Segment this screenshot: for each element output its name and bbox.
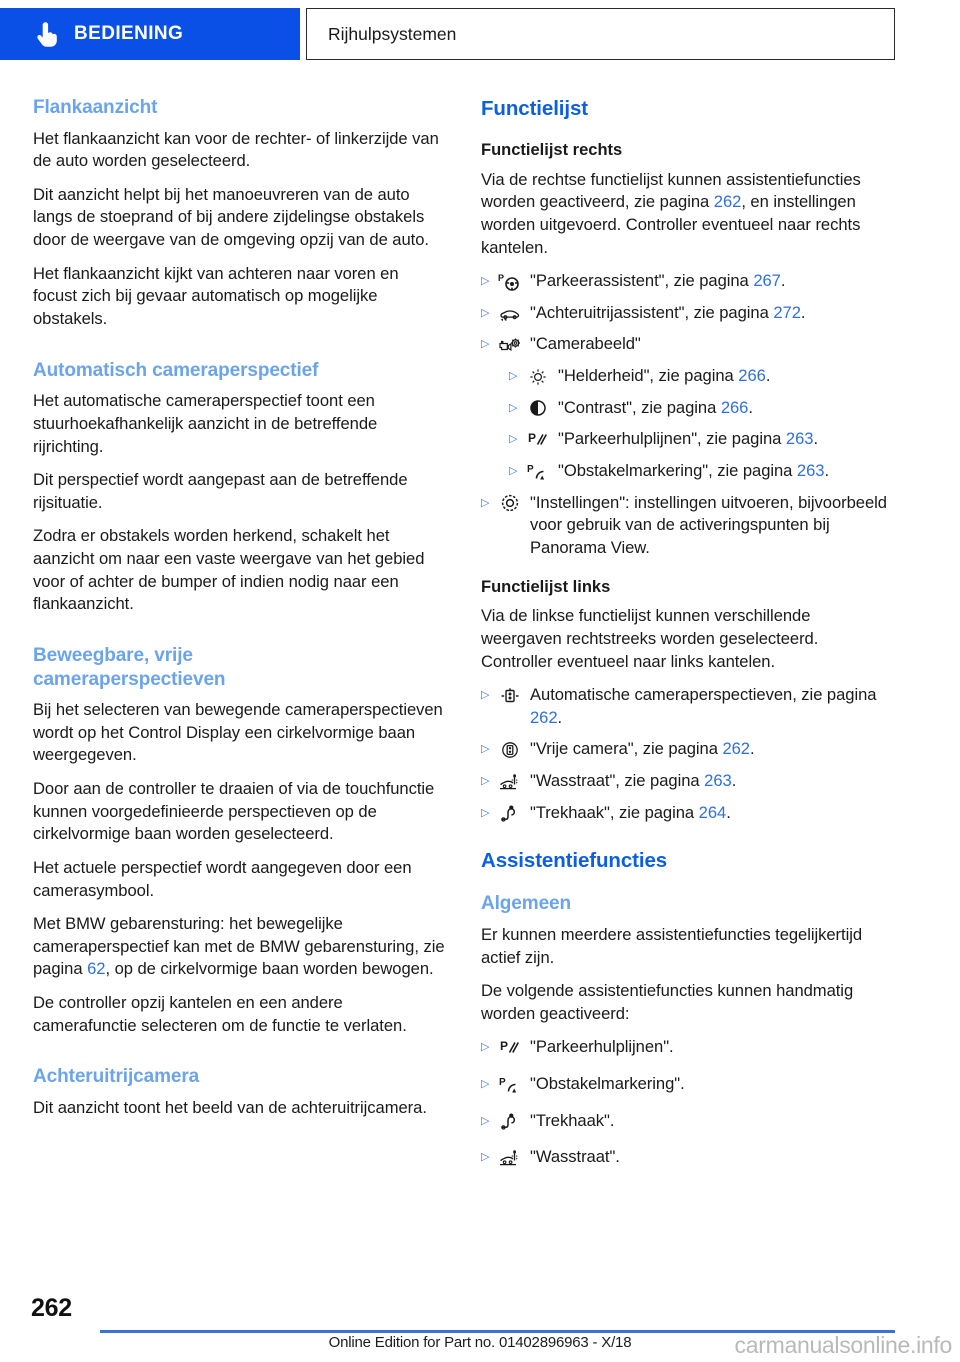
item-label: "Parkeerhulplijnen", zie pagina bbox=[558, 429, 786, 449]
paragraph: Het automatische cameraperspectief toont een stuurhoekafhankelijk aanzicht in de betreffende rijrichting. bbox=[33, 391, 378, 456]
heading-flankaanzicht: Flankaanzicht bbox=[33, 97, 158, 118]
watermark-text: carmanualsonline.info bbox=[734, 1332, 952, 1358]
list-item-text bbox=[558, 365, 893, 388]
paragraph: De volgende assistentiefuncties kunnen handmatig worden geactiveerd: bbox=[481, 981, 854, 1023]
paragraph: Dit perspectief wordt aangepast aan de betreffende rijsituatie. bbox=[33, 470, 408, 512]
item-label: "Achteruitrijassistent", zie pagina bbox=[530, 302, 774, 322]
list-item[interactable] bbox=[481, 270, 893, 293]
svg-text:P: P bbox=[500, 1038, 508, 1053]
list-item-text bbox=[530, 302, 893, 325]
section-spacer bbox=[33, 342, 445, 359]
item-suffix: . bbox=[726, 802, 731, 822]
item-label: "Contrast", zie pagina bbox=[558, 397, 721, 417]
list-item-text: "Trekhaak". bbox=[530, 1110, 615, 1130]
footer-edition-note: Online Edition for Part no. 01402896963 - X/18 bbox=[328, 1334, 632, 1351]
page-reference[interactable]: 267 bbox=[753, 271, 781, 291]
page-reference[interactable]: 263 bbox=[796, 461, 825, 481]
list-item-text bbox=[530, 270, 893, 293]
triangle-bullet-icon: ▷ bbox=[481, 496, 490, 509]
paragraph: Er kunnen meerdere assistentiefuncties tegelijkertijd actief zijn. bbox=[481, 924, 863, 967]
car-wash-icon bbox=[495, 771, 525, 792]
page-footer bbox=[0, 1272, 960, 1362]
list-item[interactable] bbox=[481, 1036, 893, 1059]
instellingen-list bbox=[481, 492, 893, 560]
item-label: "Parkeerassistent", zie pagina bbox=[530, 271, 754, 291]
settings-gear-icon bbox=[495, 493, 525, 514]
assistentiefuncties-list bbox=[481, 1036, 893, 1169]
paragraph-text: , op de cirkelvormige baan worden bewogen. bbox=[105, 959, 434, 979]
camerabeeld-sublist bbox=[509, 365, 893, 483]
paragraph: Bij het selecteren van bewegende cameraperspectieven wordt op het Control Display een cirkelvormige baan weergegeven. bbox=[33, 700, 443, 765]
spacer bbox=[481, 882, 893, 892]
car-wash-icon bbox=[495, 1147, 525, 1168]
svg-text:P: P bbox=[499, 1076, 506, 1088]
list-item-text bbox=[558, 460, 893, 483]
triangle-bullet-icon: ▷ bbox=[509, 465, 518, 478]
list-item[interactable] bbox=[509, 428, 893, 451]
section-spacer bbox=[33, 627, 445, 644]
list-item-text bbox=[530, 770, 893, 793]
section-title: Rijhulpsystemen bbox=[328, 23, 457, 44]
tow-hitch-icon bbox=[495, 803, 525, 824]
paragraph: Door aan de controller te draaien of via de touchfunctie kunnen voorgedefinieerde perspectieven op de cirkelvormige baan worden geselecteerd. bbox=[33, 779, 435, 844]
brightness-icon bbox=[523, 366, 553, 387]
obstacle-marking-icon bbox=[523, 461, 553, 482]
item-suffix: . bbox=[749, 739, 755, 759]
paragraph: Het flankaanzicht kijkt van achteren naar voren en focust zich bij gevaar automatisch op mogelijke obstakels. bbox=[33, 263, 399, 329]
page-reference[interactable]: 262 bbox=[722, 739, 750, 759]
heading-functielijst: Functielijst bbox=[481, 97, 589, 120]
camera-image-icon bbox=[495, 334, 525, 355]
list-item[interactable] bbox=[509, 460, 893, 483]
item-label: "Helderheid", zie pagina bbox=[558, 366, 739, 386]
heading-assistentiefuncties: Assistentiefuncties bbox=[481, 849, 668, 873]
triangle-bullet-icon: ▷ bbox=[481, 1041, 490, 1054]
park-assistant-icon bbox=[495, 271, 525, 292]
free-camera-icon bbox=[495, 739, 525, 760]
triangle-bullet-icon: ▷ bbox=[481, 338, 490, 351]
paragraph-with-reference bbox=[33, 913, 445, 981]
functielijst-links-list bbox=[481, 684, 893, 824]
paragraph: Dit aanzicht helpt bij het manoeuvreren van de auto langs de stoeprand of bij andere zijdelingse obstakels door de weergave van de omgeving opzij van de auto. bbox=[33, 184, 429, 250]
triangle-bullet-icon: ▷ bbox=[509, 401, 518, 414]
list-item[interactable] bbox=[481, 302, 893, 325]
page-reference[interactable]: 263 bbox=[785, 429, 814, 449]
list-item[interactable] bbox=[509, 397, 893, 420]
item-label: "Camerabeeld" bbox=[530, 334, 641, 354]
list-item[interactable] bbox=[481, 333, 893, 356]
item-suffix: . bbox=[765, 366, 771, 386]
item-label: "Obstakelmarkering", zie pagina bbox=[558, 461, 797, 481]
functielijst-rechts-list bbox=[481, 270, 893, 356]
paragraph-text: , en instellingen worden uitgevoerd. Controller eventueel naar rechts kantelen. bbox=[481, 192, 861, 257]
triangle-bullet-icon: ▷ bbox=[509, 433, 518, 446]
section-spacer bbox=[481, 560, 893, 577]
tow-hitch-icon bbox=[495, 1111, 525, 1132]
obstacle-marking-icon bbox=[495, 1074, 525, 1095]
right-column bbox=[481, 96, 893, 1169]
page-reference[interactable]: 266 bbox=[720, 397, 749, 417]
section-spacer bbox=[33, 1048, 445, 1065]
hand-pointing-icon bbox=[33, 20, 59, 48]
heading-line-2: cameraperspectieven bbox=[33, 668, 226, 690]
heading-line-1: Beweegbare, vrije bbox=[33, 644, 193, 666]
list-item-text bbox=[530, 684, 893, 729]
paragraph: Via de linkse functielijst kunnen verschillende weergaven rechtstreeks worden geselecteerd. Controller eventueel naar links kantelen. bbox=[481, 606, 819, 671]
list-item-text: "Parkeerhulplijnen". bbox=[530, 1037, 674, 1057]
triangle-bullet-icon: ▷ bbox=[481, 806, 490, 819]
page-header bbox=[0, 8, 960, 60]
item-suffix: . bbox=[813, 429, 818, 449]
heading-beweegbare-cameraperspectieven bbox=[33, 644, 445, 691]
item-suffix: . bbox=[557, 707, 563, 727]
page-reference[interactable]: 264 bbox=[698, 802, 727, 822]
list-item-text: "Obstakelmarkering". bbox=[530, 1074, 685, 1094]
page-reference[interactable]: 266 bbox=[738, 366, 766, 386]
paragraph: De controller opzij kantelen en een andere camerafunctie selecteren om de functie te verlaten. bbox=[33, 993, 407, 1035]
item-label: "Vrije camera", zie pagina bbox=[530, 739, 723, 759]
list-item[interactable] bbox=[481, 802, 893, 825]
left-column bbox=[33, 96, 445, 1131]
triangle-bullet-icon: ▷ bbox=[481, 306, 490, 319]
item-suffix: . bbox=[780, 271, 786, 291]
item-label: "Wasstraat", zie pagina bbox=[530, 771, 705, 791]
heading-algemeen: Algemeen bbox=[481, 893, 572, 915]
chapter-tab[interactable] bbox=[0, 8, 300, 60]
item-suffix: . bbox=[748, 397, 753, 417]
paragraph-text: Via de rechtse functielijst kunnen assistentiefuncties worden geactiveerd, zie pagina bbox=[481, 169, 861, 212]
list-item[interactable] bbox=[481, 1073, 893, 1096]
list-item-text bbox=[558, 428, 893, 451]
list-item-text bbox=[530, 802, 893, 825]
list-item[interactable] bbox=[509, 365, 893, 388]
spacer bbox=[481, 130, 893, 140]
page-reference[interactable]: 262 bbox=[713, 192, 742, 212]
triangle-bullet-icon: ▷ bbox=[481, 1078, 490, 1091]
section-spacer bbox=[481, 824, 893, 848]
page-number: 262 bbox=[31, 1294, 72, 1322]
list-item[interactable] bbox=[481, 1110, 893, 1133]
paragraph: Het actuele perspectief wordt aangegeven door een camerasymbool. bbox=[33, 857, 412, 900]
svg-text:P: P bbox=[527, 463, 534, 475]
page-reference[interactable]: 262 bbox=[530, 707, 558, 727]
item-label: Automatische cameraperspectieven, zie pagina bbox=[530, 685, 877, 705]
list-item-text bbox=[530, 333, 893, 356]
item-label: "Trekhaak", zie pagina bbox=[530, 802, 699, 822]
parking-guidelines-icon bbox=[495, 1037, 525, 1058]
triangle-bullet-icon: ▷ bbox=[481, 775, 490, 788]
chapter-title: BEDIENING bbox=[74, 23, 184, 44]
paragraph-with-reference bbox=[481, 169, 893, 260]
list-item-text: "Wasstraat". bbox=[530, 1147, 620, 1167]
svg-text:P: P bbox=[528, 430, 536, 445]
contrast-icon bbox=[523, 398, 553, 419]
item-suffix: . bbox=[824, 461, 830, 481]
list-item[interactable] bbox=[481, 1146, 893, 1169]
triangle-bullet-icon: ▷ bbox=[481, 275, 490, 288]
heading-functielijst-links: Functielijst links bbox=[481, 577, 611, 596]
triangle-bullet-icon: ▷ bbox=[481, 743, 490, 756]
parking-guidelines-icon bbox=[523, 429, 553, 450]
item-suffix: . bbox=[731, 771, 737, 791]
triangle-bullet-icon: ▷ bbox=[509, 370, 518, 383]
heading-achteruitrijcamera: Achteruitrijcamera bbox=[33, 1066, 200, 1088]
page-reference[interactable]: 272 bbox=[773, 302, 801, 322]
list-item[interactable] bbox=[481, 492, 893, 560]
list-item[interactable] bbox=[481, 738, 893, 761]
page-reference[interactable]: 62 bbox=[87, 959, 106, 979]
heading-functielijst-rechts: Functielijst rechts bbox=[481, 141, 623, 159]
reversing-assistant-icon bbox=[495, 303, 525, 324]
list-item-text: "Instellingen": instellingen uitvoeren, bijvoorbeeld voor gebruik van de activeringspunten bij Panorama View. bbox=[530, 492, 887, 557]
automatic-camera-perspective-icon bbox=[495, 685, 525, 706]
triangle-bullet-icon: ▷ bbox=[481, 689, 490, 702]
heading-automatisch-cameraperspectief: Automatisch cameraperspectief bbox=[33, 359, 319, 381]
paragraph: Zodra er obstakels worden herkend, schakelt het aanzicht om naar een vaste weergave van het gebied voor of achter de bumper of indien nodig naar een flankaanzicht. bbox=[33, 526, 425, 614]
page-reference[interactable]: 263 bbox=[704, 771, 732, 791]
section-tab[interactable] bbox=[306, 8, 895, 60]
triangle-bullet-icon: ▷ bbox=[481, 1151, 490, 1164]
list-item-text bbox=[558, 397, 893, 420]
item-suffix: . bbox=[800, 302, 806, 322]
paragraph-text: Met BMW gebarensturing: het bewegelijke cameraperspectief kan met de BMW gebarensturing, zie pagina bbox=[33, 914, 445, 979]
list-item[interactable] bbox=[481, 770, 893, 793]
triangle-bullet-icon: ▷ bbox=[481, 1114, 490, 1127]
svg-text:P: P bbox=[498, 272, 504, 283]
paragraph: Dit aanzicht toont het beeld van de achteruitrijcamera. bbox=[33, 1097, 427, 1117]
paragraph: Het flankaanzicht kan voor de rechter- of linkerzijde van de auto worden geselecteerd. bbox=[33, 128, 439, 171]
list-item-text bbox=[530, 738, 893, 761]
list-item[interactable] bbox=[481, 684, 893, 729]
